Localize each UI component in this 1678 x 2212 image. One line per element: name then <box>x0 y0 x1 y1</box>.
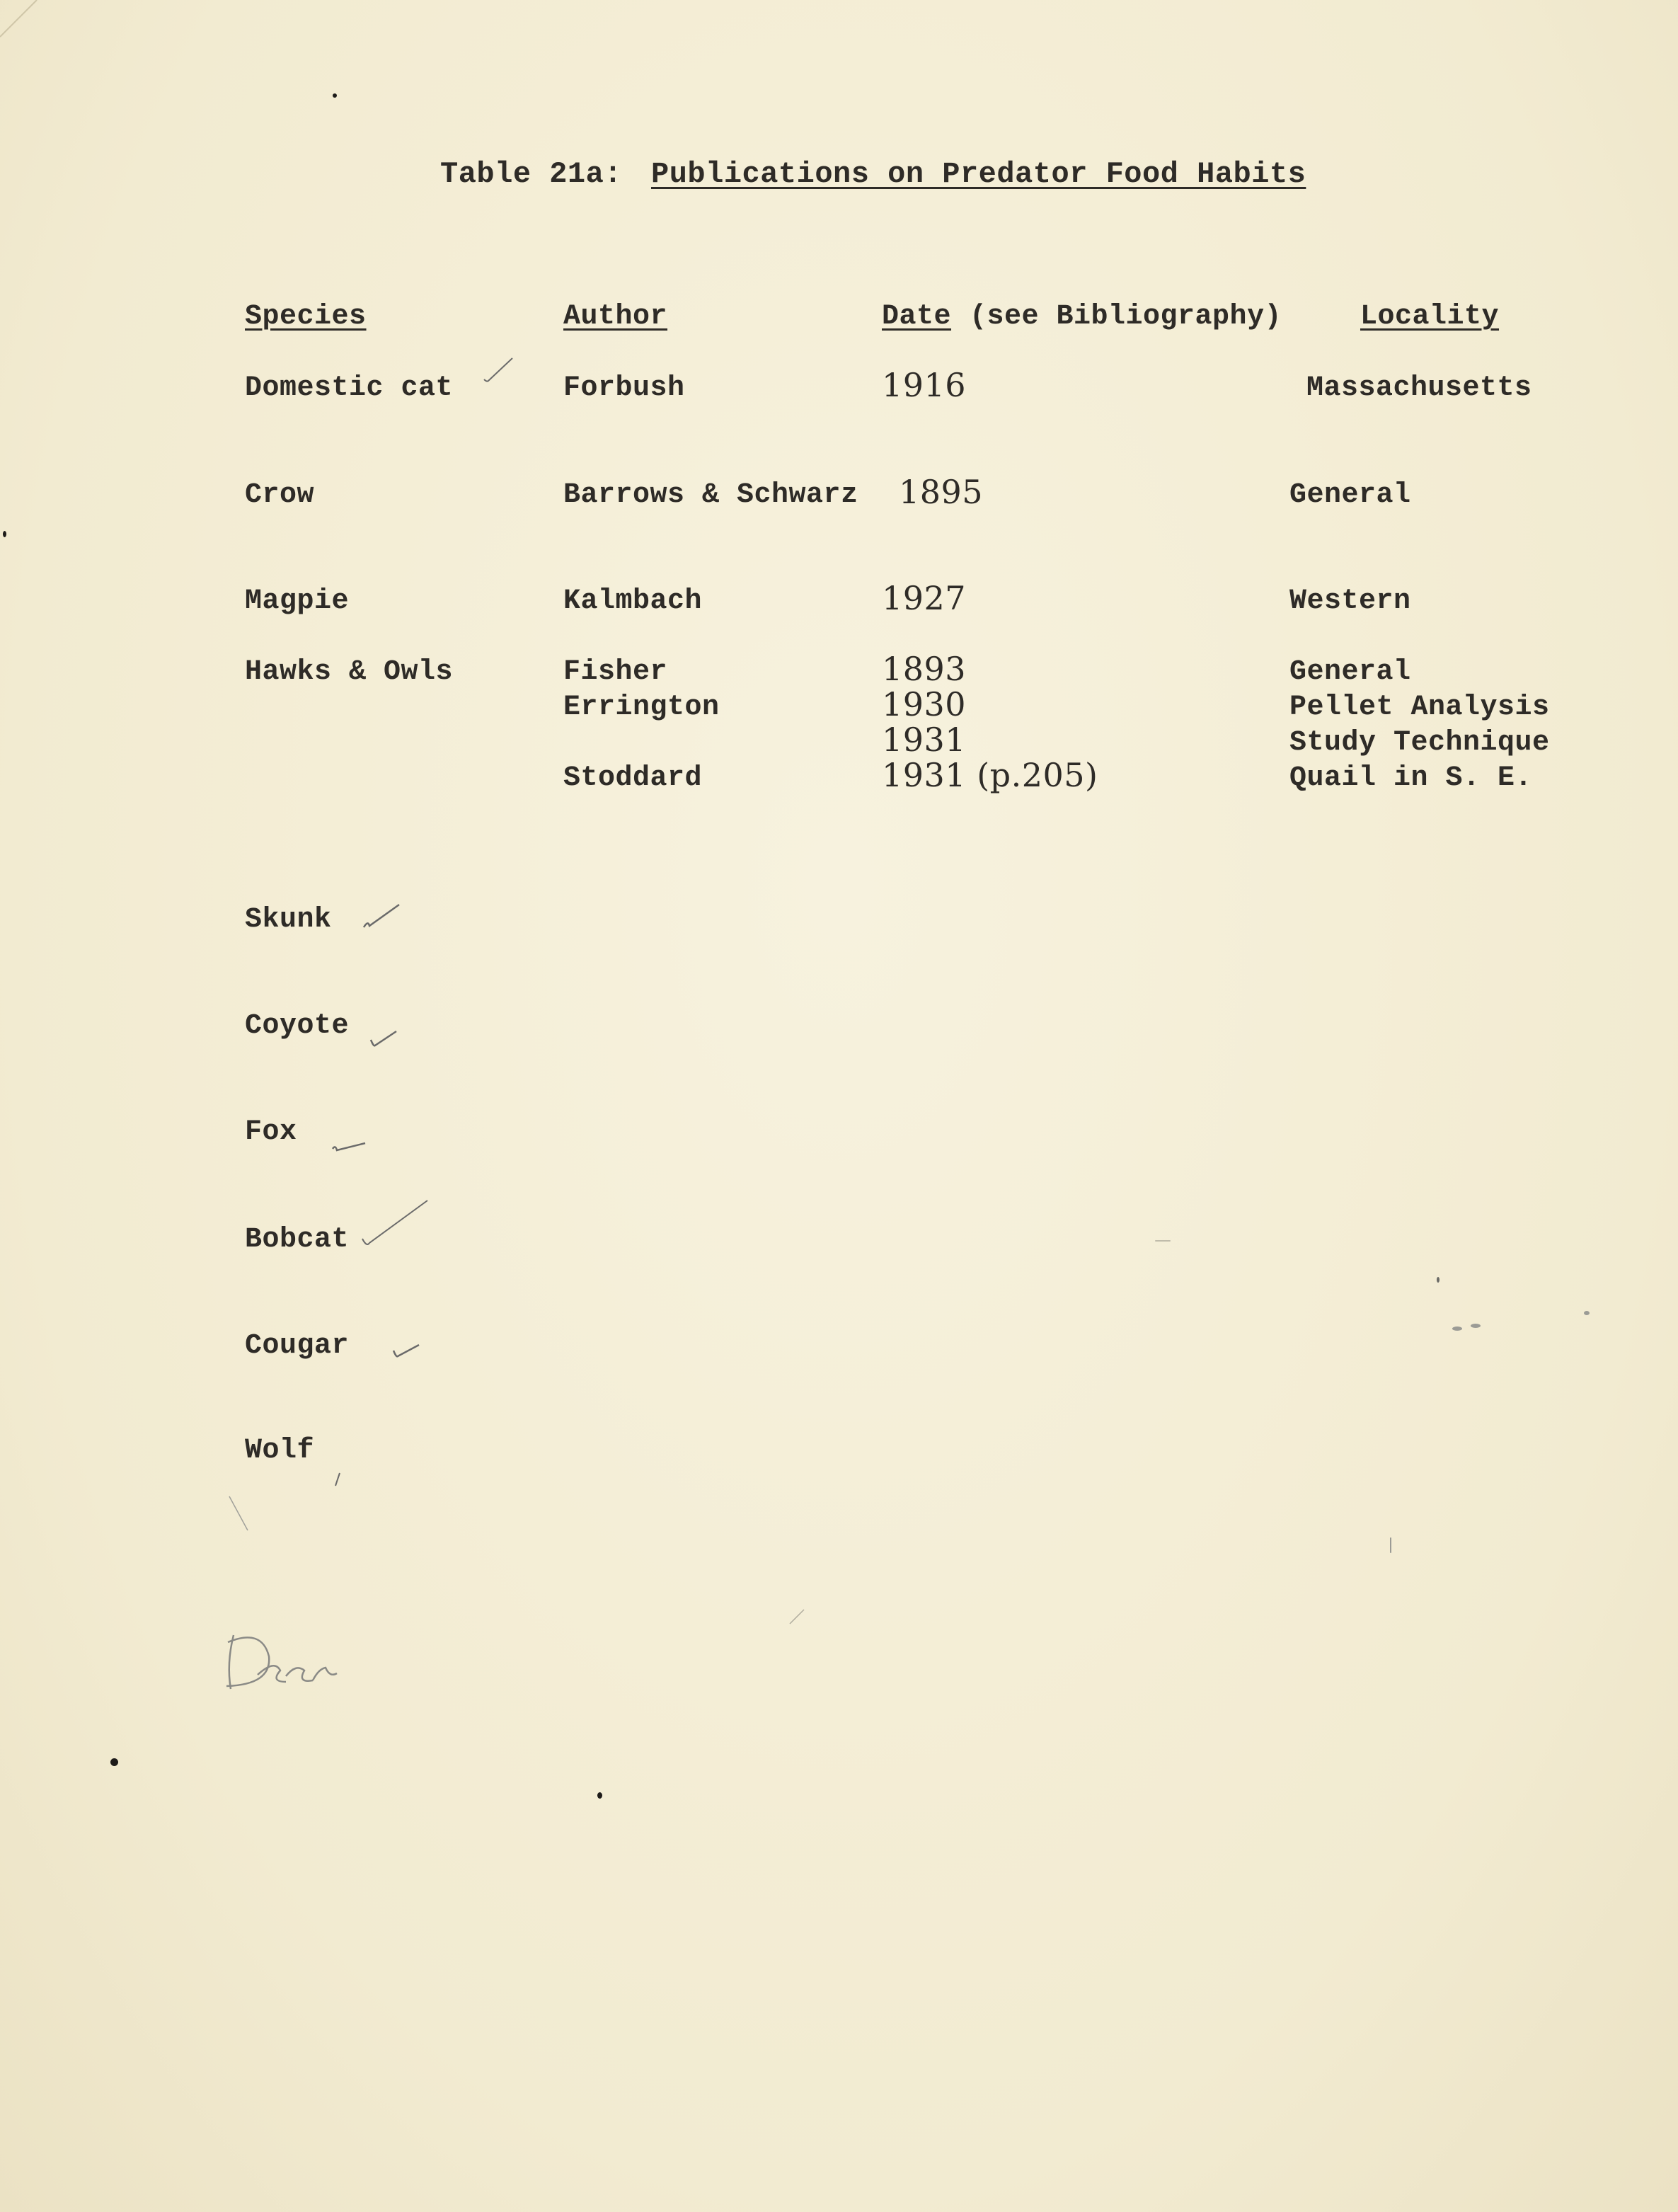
cell-date: 1893 <box>882 650 967 688</box>
cell-locality: Quail in S. E. <box>1289 762 1533 794</box>
cell-author: Forbush <box>563 372 685 404</box>
cell-date: 1895 <box>899 473 984 511</box>
pencil-stroke <box>787 1607 808 1628</box>
pending-species-item: Bobcat <box>245 1224 350 1256</box>
cell-author: Kalmbach <box>563 585 703 617</box>
cell-date: 1931 (p.205) <box>882 756 1098 794</box>
check-mark-icon <box>481 354 517 389</box>
cell-date: 1930 <box>882 685 967 723</box>
cell-locality: Study Technique <box>1289 727 1550 759</box>
check-mark-icon <box>360 1196 437 1253</box>
ink-speck <box>1155 1240 1171 1242</box>
cell-date: 1916 <box>882 366 967 404</box>
cell-author: Errington <box>563 692 720 723</box>
pending-species-item: Fox <box>245 1116 297 1148</box>
corner-fold <box>0 0 42 42</box>
check-mark-icon <box>391 1336 426 1365</box>
cell-locality: Western <box>1289 585 1411 617</box>
header-author: Author <box>563 301 668 333</box>
cell-author: Fisher <box>563 656 668 688</box>
table-label: Table 21a: <box>440 157 623 191</box>
ink-speck <box>597 1792 602 1799</box>
ink-speck <box>1437 1277 1439 1283</box>
ink-speck <box>110 1758 118 1766</box>
check-mark-icon <box>368 1023 403 1051</box>
pending-species-item: Wolf <box>245 1435 315 1467</box>
ink-speck <box>1452 1326 1462 1331</box>
page-title: Publications on Predator Food Habits <box>651 157 1306 191</box>
cell-locality: General <box>1289 656 1411 688</box>
ink-speck <box>1471 1324 1481 1328</box>
ink-speck <box>1584 1311 1590 1315</box>
cell-species: Domestic cat <box>245 372 454 404</box>
header-date-note: (see Bibliography) <box>970 301 1282 333</box>
ink-speck <box>1390 1537 1391 1553</box>
ink-speck <box>333 93 337 98</box>
cell-species: Magpie <box>245 585 350 617</box>
pencil-stroke <box>226 1494 255 1536</box>
cell-species: Hawks & Owls <box>245 656 454 688</box>
pending-species-item: Coyote <box>245 1010 350 1042</box>
ink-speck <box>3 531 6 537</box>
pending-species-item: Skunk <box>245 904 332 936</box>
check-mark-icon <box>331 1469 345 1490</box>
cell-locality: Pellet Analysis <box>1289 692 1550 723</box>
header-species: Species <box>245 301 367 333</box>
header-locality: Locality <box>1360 301 1500 333</box>
cell-author: Barrows & Schwarz <box>563 479 858 511</box>
pending-species-item: Cougar <box>245 1330 350 1362</box>
header-date: Date <box>882 301 952 333</box>
cell-species: Crow <box>245 479 315 511</box>
check-mark-icon <box>330 1129 372 1157</box>
cell-date: 1927 <box>882 579 967 617</box>
cell-date: 1931 <box>882 721 967 759</box>
check-mark-icon <box>361 899 403 934</box>
handwritten-note-image <box>212 1621 354 1699</box>
cell-locality: Massachusetts <box>1306 372 1532 404</box>
cell-locality: General <box>1289 479 1411 511</box>
cell-author: Stoddard <box>563 762 703 794</box>
